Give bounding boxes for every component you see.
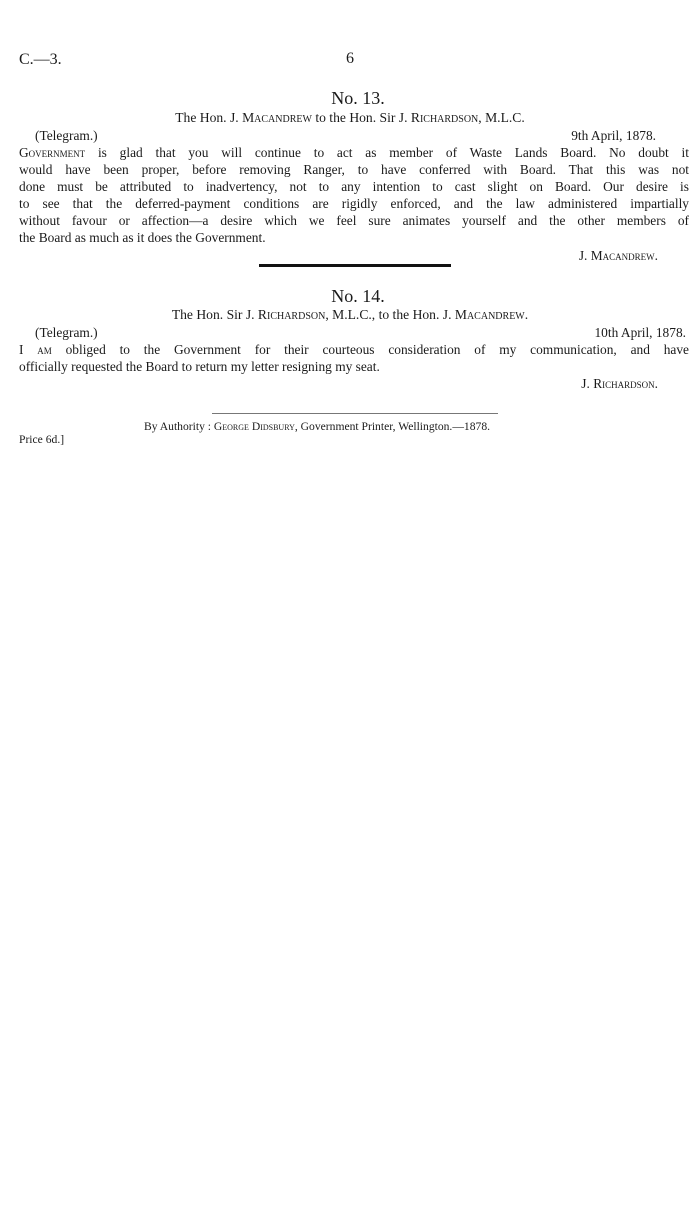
printer-name: George Didsbury xyxy=(213,420,295,433)
letter-13-date: 9th April, 1878. xyxy=(571,128,656,143)
letter-13-heading-post: , M.L.C. xyxy=(478,110,525,125)
letter-14-body-last-line: officially requested the Board to return my letter resigning my seat. xyxy=(19,359,380,374)
letter-13-body-line-2: would have been proper, before removing Ranger, to have conferred with Board. That this was not xyxy=(19,162,689,177)
letter-13-signature-name: Macandrew. xyxy=(590,248,658,263)
letter-14-heading-post: . xyxy=(524,307,529,322)
imprint-rule xyxy=(212,413,498,414)
letter-13-type: (Telegram.) xyxy=(35,128,98,143)
letter-13-body-last-line: the Board as much as it does the Government. xyxy=(19,230,266,245)
letter-14-heading-mid: , M.L.C., to the Hon. J. xyxy=(325,307,455,322)
letter-13-heading xyxy=(0,110,700,126)
letter-13-heading-mid: to the Hon. Sir J. xyxy=(311,110,411,125)
letter-14-signature-name: Richardson. xyxy=(593,376,658,391)
page-number: 6 xyxy=(346,50,354,67)
letter-14-lead-word: I am xyxy=(19,342,52,357)
letter-13-number: No. 13. xyxy=(331,88,385,108)
printer-imprint: By Authority : George Didsbury, Government Printer, Wellington.—1878. xyxy=(144,420,491,433)
letter-14-body-line-1: I am obliged to the Government for their courteous consideration of my communication, and have xyxy=(19,342,690,357)
letter-13-recipient-name: Richardson xyxy=(410,110,479,125)
letter-14-type: (Telegram.) xyxy=(35,325,98,340)
letter-14-recipient-name: Macandrew xyxy=(454,307,525,322)
document-reference: C.—3. xyxy=(19,51,62,68)
section-divider xyxy=(259,264,451,267)
letter-13-lead-word: Government xyxy=(19,145,86,160)
letter-13-body-line-4: to see that the deferred-payment conditions are rigidly enforced, and the law administered impartially xyxy=(19,196,689,211)
letter-13-sender-name: Macandrew xyxy=(242,110,312,125)
letter-14-date: 10th April, 1878. xyxy=(594,325,686,340)
letter-14-sender-name: Richardson xyxy=(257,307,326,322)
letter-13-signature: J. Macandrew. xyxy=(578,248,658,263)
letter-13-body-line-3: done must be attributed to inadvertency, not to any intention to cast slight on Board. Our desire is xyxy=(19,179,689,194)
letter-13-heading-pre: The Hon. J. xyxy=(175,110,243,125)
letter-13-body-line-5: without favour or affection—a desire which we feel sure animates yourself and the other members of xyxy=(19,213,689,228)
price-label: Price 6d.] xyxy=(19,433,65,446)
letter-13-body-line-1: Government is glad that you will continue to act as member of Waste Lands Board. No doubt it xyxy=(19,145,689,160)
letter-14-signature: J. Richardson. xyxy=(581,376,658,391)
letter-14-number: No. 14. xyxy=(331,286,385,306)
letter-14-heading xyxy=(0,307,700,323)
letter-14-heading-pre: The Hon. Sir J. xyxy=(171,307,258,322)
